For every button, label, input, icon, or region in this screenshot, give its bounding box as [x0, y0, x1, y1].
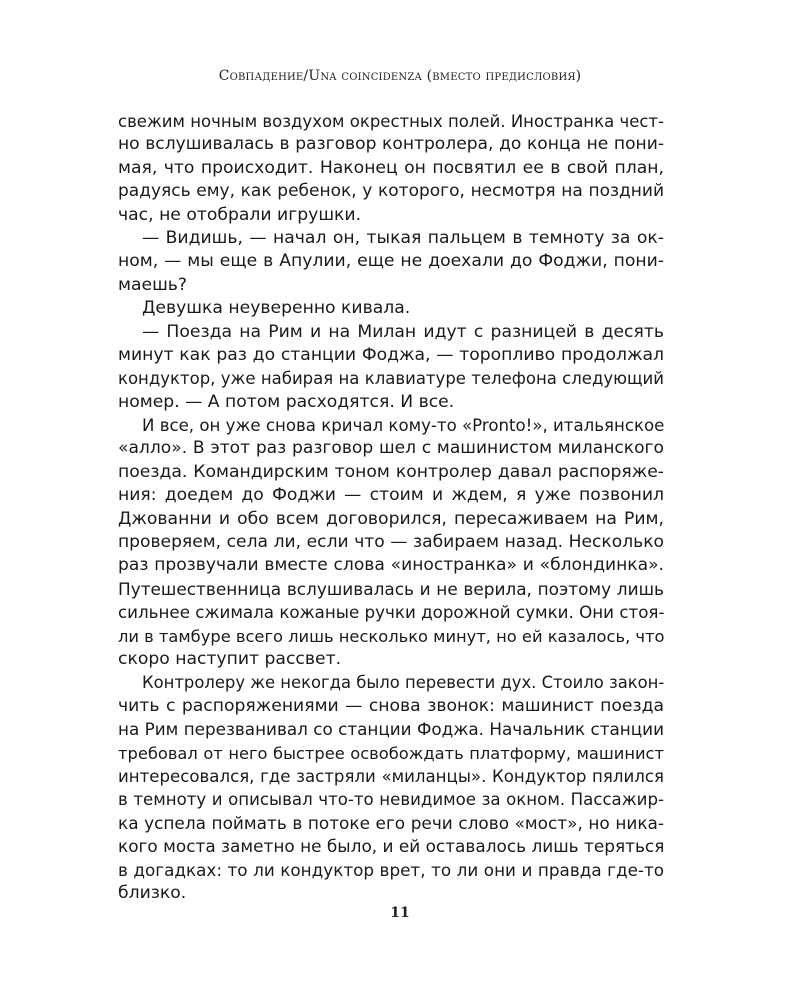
text-line: ния: доедем до Фоджи — стоим и ждем, я уже позвонил — [118, 485, 664, 506]
text-line: ли в тамбуре всего лишь несколько минут, но ей казалось, что — [118, 626, 665, 646]
text-line: интересовался, где застряли «миланцы». Кондуктор пялился — [118, 766, 664, 786]
text-line: номер. — А потом расходятся. И все. — [118, 391, 455, 412]
text-line: минут как раз до станции Фоджа, — торопливо продолжал — [118, 344, 664, 365]
text-line: час, не отобрали игрушки. — [118, 204, 362, 225]
text-line: но вслушивалась в разговор контролера, до конца не пони- — [118, 134, 664, 155]
text-line: поезда. Командирским тоном контролер давал распоряже- — [118, 461, 664, 482]
text-line: на Рим перезванивал со станции Фоджа. Начальник станции — [118, 719, 664, 740]
text-line: кондуктор, уже набирая на клавиатуре телефона следующий — [118, 369, 664, 389]
paragraph-first-line: И все, он уже снова кричал кому-то «Pronto!», итальянское — [142, 416, 665, 436]
text-line: близко. — [118, 882, 187, 903]
text-line: ка успела поймать в потоке его речи слово «мост», но ника- — [118, 812, 664, 833]
text-line: скоро наступит рассвет. — [118, 648, 342, 669]
text-line: «алло». В этот раз разговор шел с машинистом миланского — [118, 438, 664, 459]
text-line: Путешественница вслушивалась и не верила, поэтому лишь — [118, 578, 664, 599]
paragraph-first-line: Девушка неуверенно кивала. — [142, 298, 411, 319]
text-line: чить с распоряжениями — снова звонок: машинист поезда — [118, 695, 664, 716]
text-line: требовал от него быстрее освобождать платформу, машинист — [118, 743, 664, 763]
paragraph-first-line: Контролеру же некогда было перевести дух. Стоило закон- — [142, 673, 665, 693]
text-line: свежим ночным воздухом окрестных полей. Иностранка чест- — [118, 112, 664, 131]
text-line: в темноту и описывал что-то невидимое за окном. Пассажир- — [118, 790, 664, 810]
text-line: маешь? — [118, 274, 188, 295]
page-number: 11 — [390, 905, 410, 921]
running-header: Совпадение/Una coincidenza (вместо предисловия) — [218, 68, 582, 84]
text-line: мая, что происходит. Наконец он посвятил ее в свой план, — [118, 157, 664, 178]
text-line: радуясь ему, как ребенок, у которого, несмотря на поздний — [118, 181, 664, 202]
text-line: проверяем, села ли, если что — забираем назад. Несколько — [118, 532, 664, 553]
text-line: ном, — мы еще в Апулии, еще не доехали до Фоджи, пони- — [118, 251, 664, 272]
text-line: кого моста заметно не было, и ей оставалось лишь теряться — [118, 836, 665, 857]
paragraph-first-line: — Видишь, — начал он, тыкая пальцем в темноту за ок- — [142, 227, 664, 248]
text-line: раз прозвучали вместе слова «иностранка» и «блондинка». — [118, 555, 664, 576]
text-line: сильнее сжимала кожаные ручки дорожной сумки. Они стоя- — [118, 602, 665, 623]
paragraph-first-line: — Поезда на Рим и на Милан идут с разницей в десять — [142, 321, 664, 342]
text-line: в догадках: то ли кондуктор врет, то ли они и правда где-то — [118, 859, 664, 880]
body-text — [118, 110, 664, 905]
text-line: Джованни и обо всем договорился, пересаживаем на Рим, — [118, 508, 664, 529]
